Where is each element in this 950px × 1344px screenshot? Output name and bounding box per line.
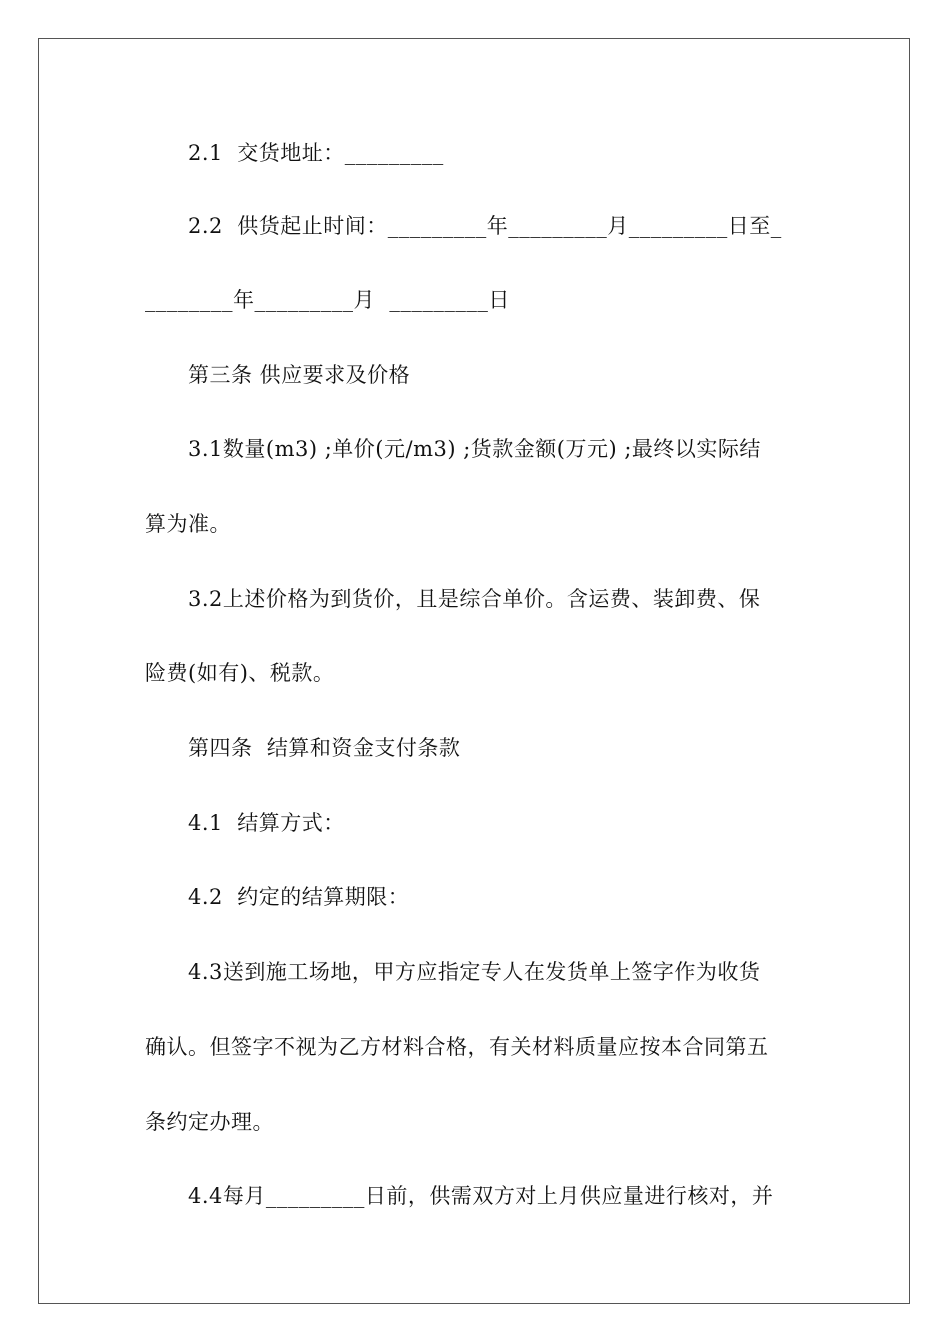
supply-period-line: 2.2 供货起止时间：_________年_________月_________日至_ (188, 214, 782, 238)
clause-4-3-continued-line: 确认。但签字不视为乙方材料合格，有关材料质量应按本合同第五 (145, 1035, 769, 1059)
delivery-address-line: 2.1 交货地址：_________ (188, 141, 444, 165)
clause-3-2-line: 3.2上述价格为到货价，且是综合单价。含运费、装卸费、保 (188, 587, 761, 611)
clause-3-1-line: 3.1数量(m3) ;单价(元/m3) ;货款金额(万元) ;最终以实际结 (188, 437, 761, 461)
article-four-heading: 第四条 结算和资金支付条款 (188, 736, 461, 760)
clause-3-1-continued-line: 算为准。 (145, 512, 231, 536)
article-three-heading: 第三条 供应要求及价格 (188, 363, 411, 387)
clause-4-2-line: 4.2 约定的结算期限： (188, 885, 410, 909)
clause-4-4-line: 4.4每月_________日前，供需双方对上月供应量进行核对，并 (188, 1184, 774, 1208)
supply-period-continued-line: ________年_________月 _________日 (145, 288, 510, 312)
clause-4-3-line: 4.3送到施工场地，甲方应指定专人在发货单上签字作为收货 (188, 960, 761, 984)
clause-4-1-line: 4.1 结算方式： (188, 811, 345, 835)
clause-4-3-final-line: 条约定办理。 (145, 1110, 274, 1134)
clause-3-2-continued-line: 险费(如有)、税款。 (145, 661, 335, 685)
